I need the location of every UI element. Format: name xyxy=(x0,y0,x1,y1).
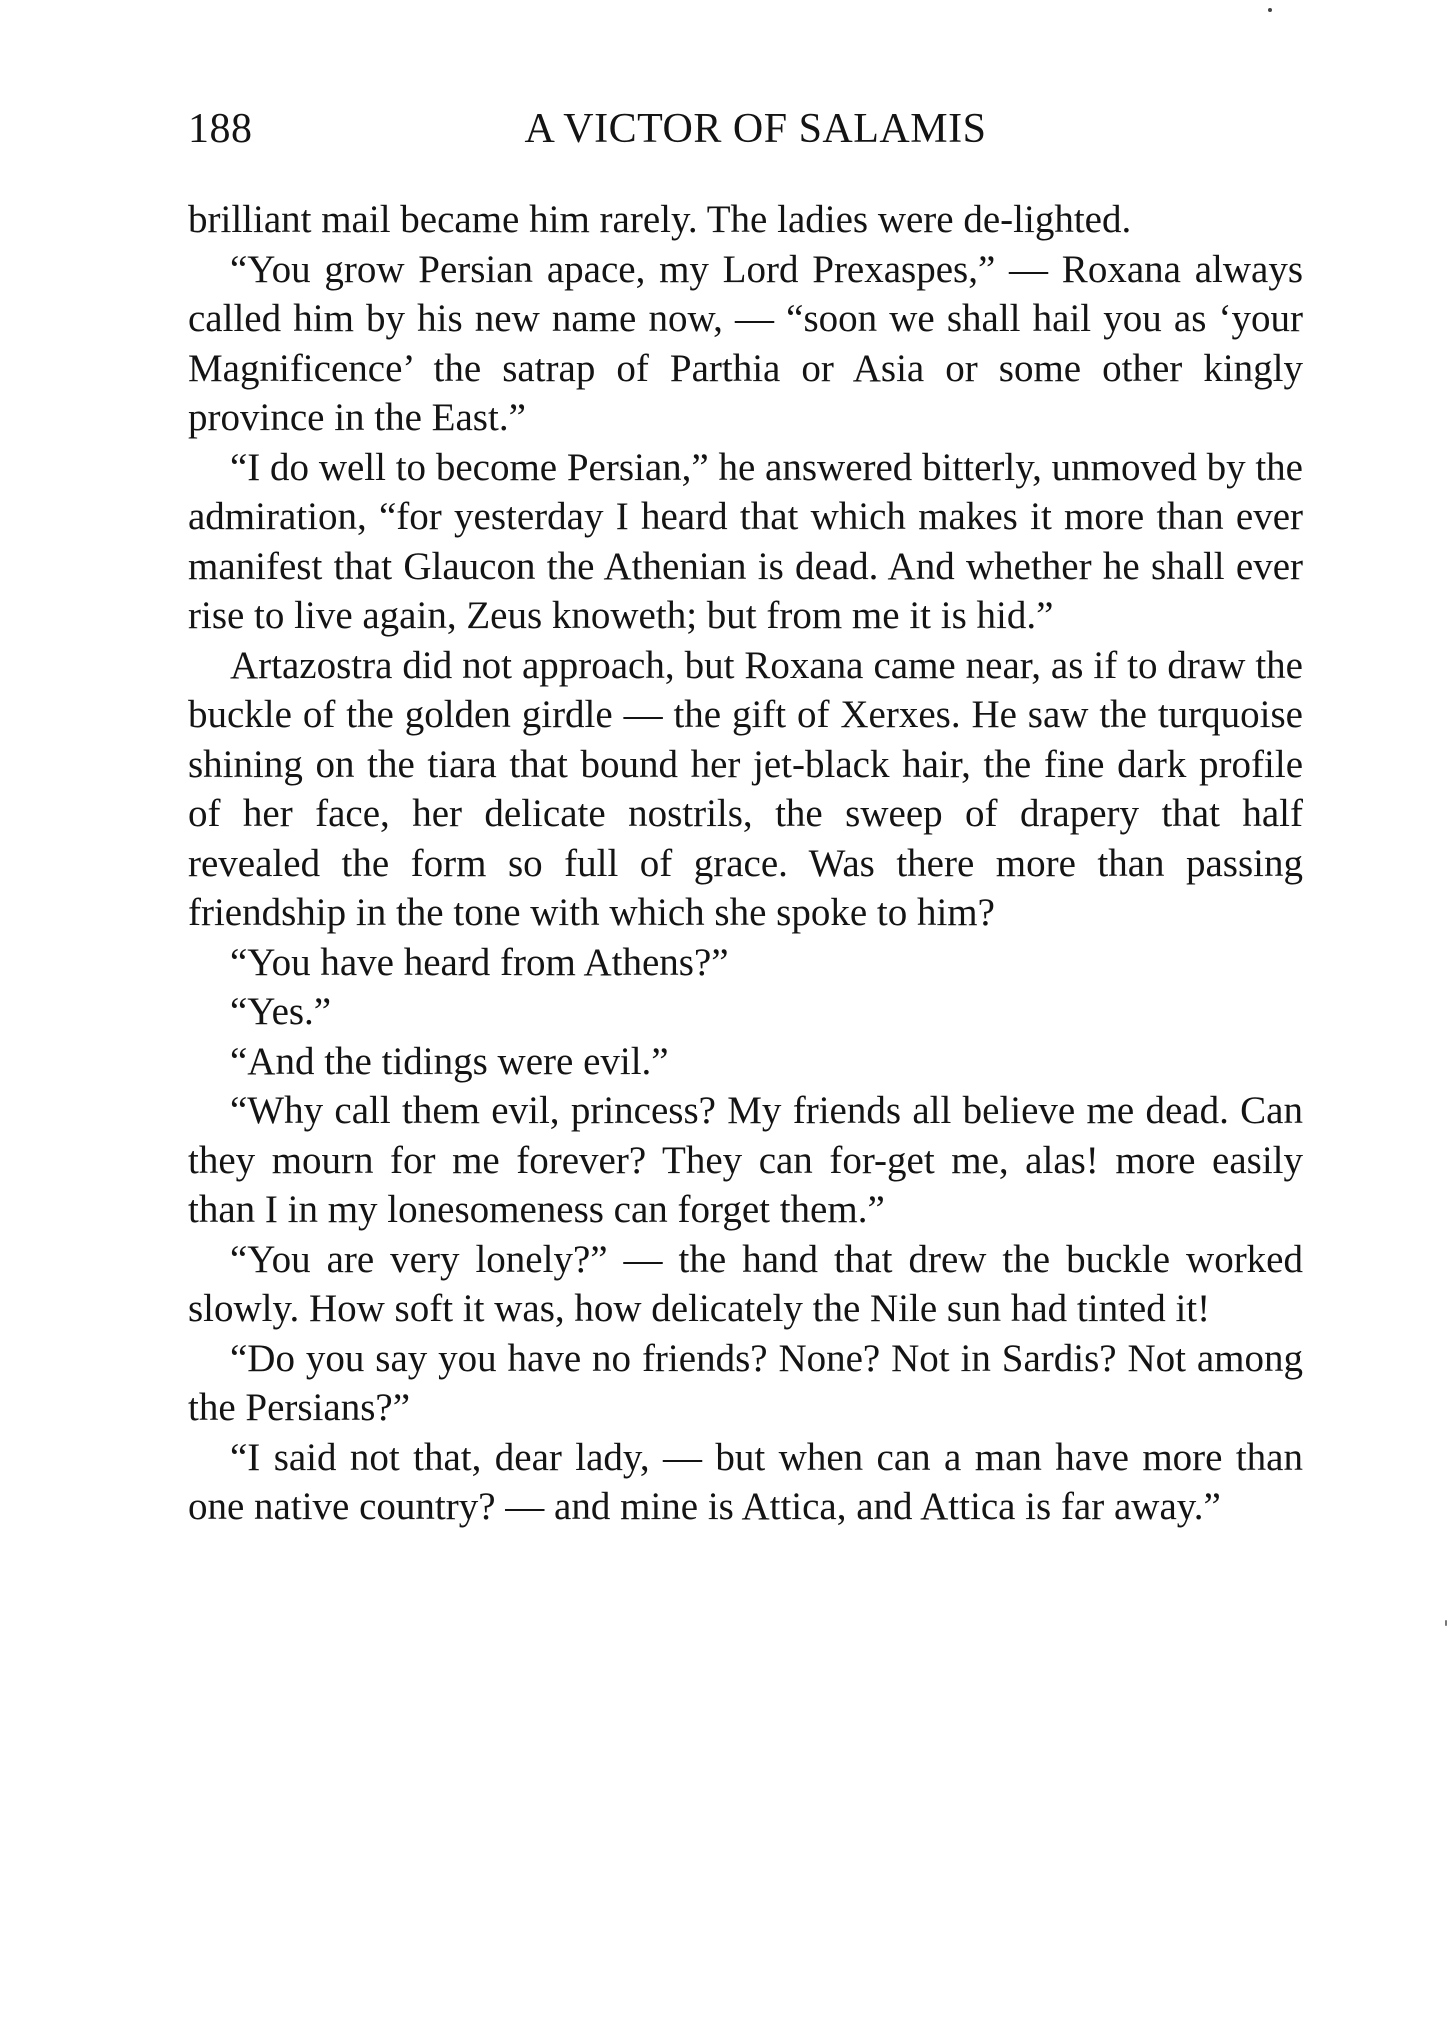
paragraph: “You grow Persian apace, my Lord Prexaspes,” — Roxana always called him by his new name now, — “soon we shall hail you as ‘your Magnificence’ the satrap of Parthia or Asia or some other kingly province in the East.” xyxy=(188,247,1303,439)
paragraph: “I said not that, dear lady, — but when can a man have more than one native country? — and mine is Attica, and Attica is far away.” xyxy=(188,1435,1303,1528)
paragraph: “You have heard from Athens?” xyxy=(230,940,729,984)
paragraph: “Do you say you have no friends? None? Not in Sardis? Not among the Persians?” xyxy=(188,1336,1303,1429)
paragraph: “You are very lonely?” — the hand that drew the buckle worked slowly. How soft it was, how delicately the Nile sun had tinted it! xyxy=(188,1237,1303,1330)
page-header xyxy=(188,105,1303,165)
paragraph: “Why call them evil, princess? My friends all believe me dead. Can they mourn for me forever? They can for-get me, alas! more easily than I in my lonesomeness can forget them.” xyxy=(188,1089,1303,1231)
paper-speck xyxy=(1445,1620,1447,1626)
paragraph: “I do well to become Persian,” he answered bitterly, unmoved by the admiration, “for yesterday I heard that which makes it more than ever manifest that Glaucon the Athenian is dead. And whether he shall ever rise to live again, Zeus knoweth; but from me it is hid.” xyxy=(188,445,1303,637)
running-title: A VICTOR OF SALAMIS xyxy=(524,106,987,152)
body-text xyxy=(188,195,1303,1532)
paragraph: “Yes.” xyxy=(230,990,332,1033)
paper-speck xyxy=(1268,8,1272,12)
paragraph: “And the tidings were evil.” xyxy=(230,1039,669,1083)
page-number: 188 xyxy=(188,106,253,152)
paragraph: Artazostra did not approach, but Roxana came near, as if to draw the buckle of the golden girdle — the gift of Xerxes. He saw the turquoise shining on the tiara that bound her jet-black hair, the fine dark profile of her face, her delicate nostrils, the sweep of drapery that half revealed the form so full of grace. Was there more than passing friendship in the tone with which she spoke to him? xyxy=(188,643,1303,934)
paragraph: brilliant mail became him rarely. The ladies were de-lighted. xyxy=(188,198,1132,241)
